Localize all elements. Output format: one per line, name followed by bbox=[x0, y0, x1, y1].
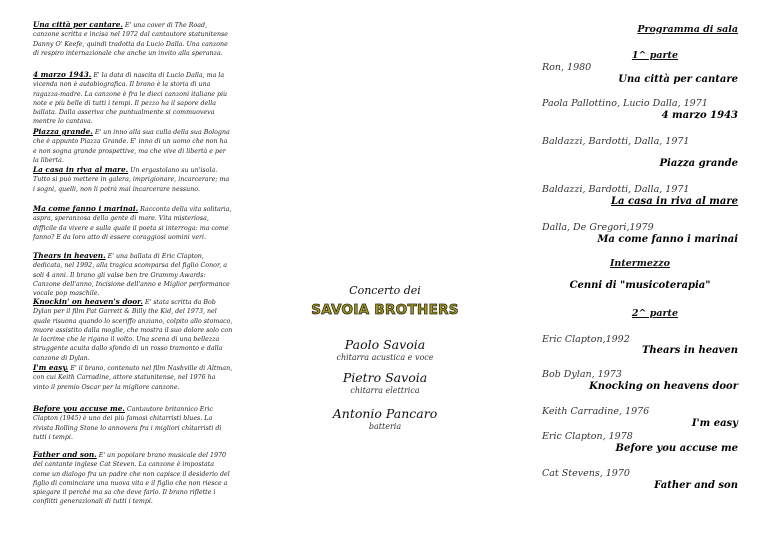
note-text: Racconta della vita solitaria, aspra, speranzosa della gente di mare. Vita misteriosa, difficile da vivere e sulla quale il poeta si interroga: ma come fanno? E da loro atto di essere coraggiosi uomini veri. bbox=[33, 206, 232, 241]
program-author: Ron, 1980 bbox=[542, 62, 592, 73]
program-author: Keith Carradine, 1976 bbox=[542, 406, 650, 417]
member-role: batteria bbox=[368, 422, 402, 431]
note-thears-heaven bbox=[33, 251, 233, 298]
program-song: Father and son bbox=[654, 480, 738, 491]
member-name: Pietro Savoia bbox=[342, 370, 428, 385]
song-notes-column bbox=[33, 0, 233, 543]
program-author: Eric Clapton,1992 bbox=[542, 334, 630, 345]
program-author: Baldazzi, Bardotti, Dalla, 1971 bbox=[542, 184, 690, 195]
part-2-heading: 2^ parte bbox=[631, 308, 678, 319]
note-una-citta bbox=[33, 20, 233, 58]
note-knockin bbox=[33, 297, 233, 363]
band-name: SAVOIA BROTHERS bbox=[311, 302, 459, 318]
note-im-easy bbox=[33, 363, 233, 392]
concert-column bbox=[265, 0, 505, 543]
note-title: I'm easy. bbox=[33, 363, 69, 372]
program-song: Knocking on heavens door bbox=[589, 381, 738, 392]
program-author: Paola Pallottino, Lucio Dalla, 1971 bbox=[542, 98, 708, 109]
program-song: 4 marzo 1943 bbox=[661, 110, 738, 121]
note-title: Ma come fanno i marinai. bbox=[33, 204, 139, 213]
note-marinai bbox=[33, 204, 233, 242]
program-song: Thears in heaven bbox=[641, 345, 738, 356]
program-song: I'm easy bbox=[691, 418, 738, 429]
note-text: E' un popolare brano musicale del 1970 del cantante inglese Cat Steven. La canzone è impostata come un dialogo fra un padre che non capisce il desiderio del figlio di cominciare una nuova vita e il figlio che non riesce a spiegare il perché ma sa che deve farlo. Il brano riflette i conflitti generazionali di tutti i tempi. bbox=[33, 452, 230, 506]
program-song: Piazza grande bbox=[659, 158, 738, 169]
note-text: E' stata scritta da Bob Dylan per il film Pat Garrett & Billy the Kid, del 1973, nel quale risuona quando lo sceriffo anziano, colpito allo stomaco, muore assistito dalla moglie, che mostra il suo dolore solo con le lacrime che le rigano il volto. Una scena di una bellezza struggente acuita dallo sfondo di un rosso tramonto e dalla canzone di Dylan. bbox=[33, 299, 233, 362]
concert-title: Concerto dei bbox=[349, 284, 421, 297]
member-role: chitarra elettrica bbox=[350, 386, 420, 395]
note-title: Thears in heaven. bbox=[33, 251, 106, 260]
note-piazza-grande bbox=[33, 127, 233, 165]
note-text: E' il brano, contenuto nel film Nashville di Altman, con cui Keith Carradine, attore statunitense, nel 1976 ha vinto il premio Oscar per la migliore canzone. bbox=[33, 365, 233, 391]
intermezzo-heading: Intermezzo bbox=[609, 258, 670, 269]
note-title: Father and son. bbox=[33, 450, 97, 459]
program-author: Cat Stevens, 1970 bbox=[542, 468, 630, 479]
note-text: E' un inno alla sua culla della sua Bologna che è appunto Piazza Grande. E' inno di un uomo che non ha e non sogna grande prospettive, ma che vive di libertà e per la libertà. bbox=[33, 129, 230, 164]
member-name: Paolo Savoia bbox=[344, 337, 426, 352]
member-name: Antonio Pancaro bbox=[332, 406, 438, 421]
note-text: E' una cover di The Road, canzone scritta e incisa nel 1972 dal cantautore statunitense Danny O' Keefe, quindi tradotta da Lucio Dalla. Una canzone di respiro internazionale che anche un invito alla speranza. bbox=[33, 22, 228, 57]
part-1-heading: 1^ parte bbox=[631, 50, 678, 61]
intermezzo-subtitle: Cenni di "musicoterapia" bbox=[569, 280, 711, 291]
program-song: Before you accuse me bbox=[615, 443, 738, 454]
note-before-you bbox=[33, 404, 233, 442]
program-song: Ma come fanno i marinai bbox=[597, 234, 738, 245]
note-title: La casa in riva al mare. bbox=[33, 165, 129, 174]
note-text: E' una ballata di Eric Clapton, dedicata, nel 1992, alla tragica scomparsa del figlio Conor, a soli 4 anni. Il brano gli valse ben tre Grammy Awards: Canzone dell'anno, Incisione dell'anno e Miglior performance vocale pop maschile. bbox=[33, 253, 230, 298]
note-text: Cantautore britannico Eric Clapton (1945) è uno dei più famosi chitarristi blues. La rivista Rolling Stone lo annovera fra i migliori chitarristi di tutti i tempi. bbox=[33, 406, 222, 441]
note-title: Knockin' on heaven's door. bbox=[33, 297, 143, 306]
program-author: Baldazzi, Bardotti, Dalla, 1971 bbox=[542, 136, 690, 147]
program-column bbox=[542, 0, 738, 543]
note-title: Before you accuse me. bbox=[33, 404, 125, 413]
program-title: Programma di sala bbox=[637, 24, 738, 35]
note-title: Una città per cantare. bbox=[33, 20, 123, 29]
note-title: 4 marzo 1943. bbox=[33, 70, 92, 79]
note-4-marzo bbox=[33, 70, 233, 127]
program-author: Bob Dylan, 1973 bbox=[542, 369, 622, 380]
note-casa-riva bbox=[33, 165, 233, 194]
program-song: Una città per cantare bbox=[618, 74, 738, 85]
note-text: Un ergastolano su un'isola. Tutto si può mettere in galera, imprigionare, incarcerare; ma i sogni, quelli, non li potrà mai incarcerare nessuno. bbox=[33, 167, 230, 193]
member-role: chitarra acustica e voce bbox=[336, 353, 434, 362]
note-title: Piazza grande. bbox=[33, 127, 93, 136]
program-author: Dalla, De Gregori,1979 bbox=[542, 222, 654, 233]
program-author: Eric Clapton, 1978 bbox=[542, 431, 633, 442]
note-father-son bbox=[33, 450, 233, 507]
note-text: E' la data di nascita di Lucio Dalla, ma la vicenda non è autobiografica. Il brano è la storia di una ragazza-madre. La canzone è fra le dieci canzoni italiane più note e più belle di tutti i tempi. Il pezzo ha il sapore della ballata. Dalla asseriva che puntualmente si commuoveva mentre lo cantava. bbox=[33, 72, 228, 126]
program-song: La casa in riva al mare bbox=[611, 196, 738, 207]
